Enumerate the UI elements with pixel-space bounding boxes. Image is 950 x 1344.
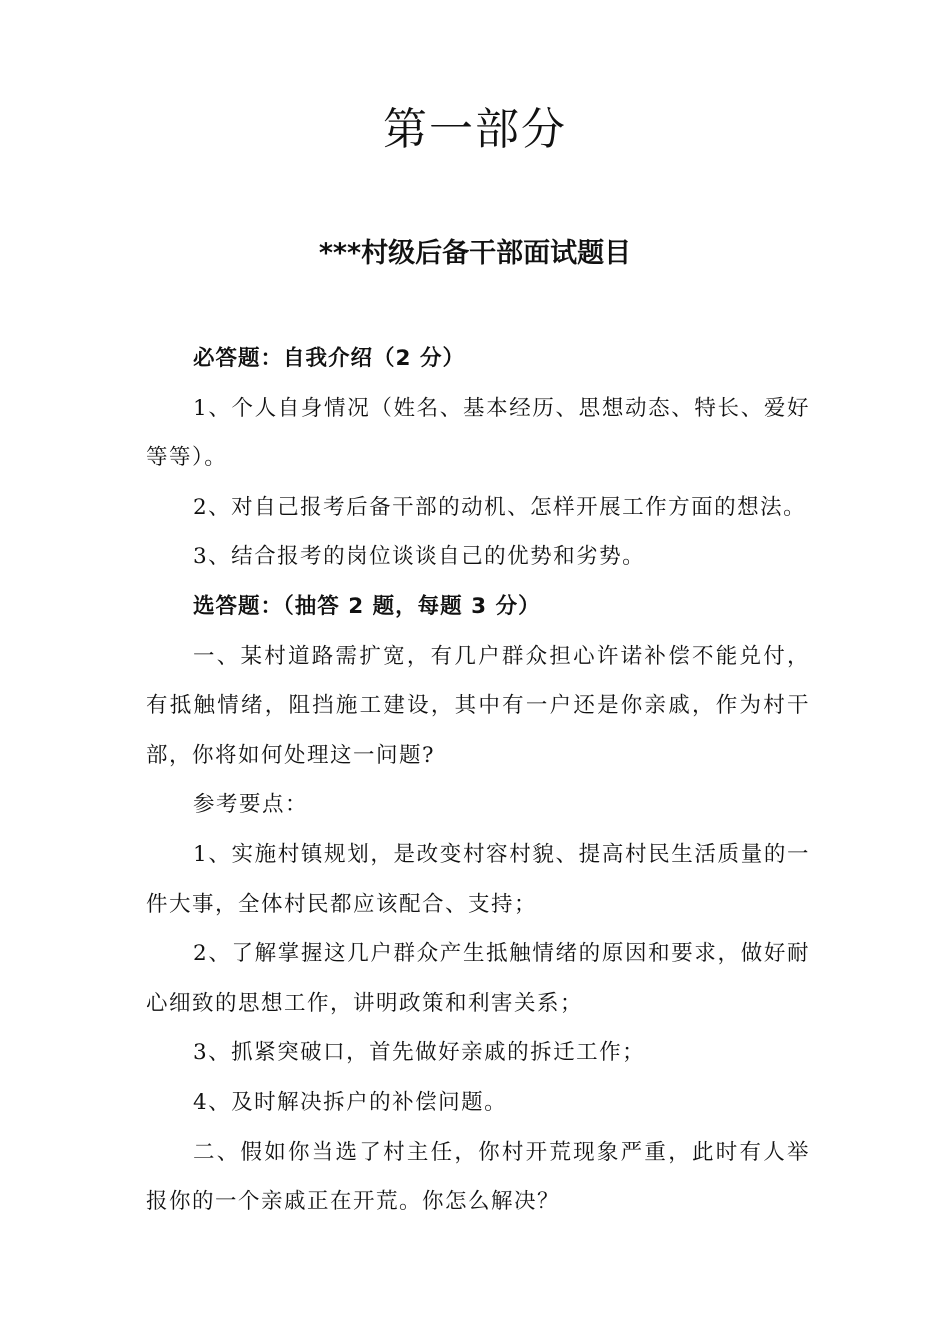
reference-point: 4、及时解决拆户的补偿问题。 xyxy=(193,1089,508,1115)
optional-questions-heading: 选答题：（抽答 2 题，每题 3 分） xyxy=(193,593,541,619)
document-body xyxy=(146,334,810,1227)
required-item: 3、结合报考的岗位谈谈自己的优势和劣势。 xyxy=(193,544,646,570)
required-item: 1、个人自身情况（姓名、基本经历、思想动态、特长、爱好等等）。 xyxy=(146,395,810,471)
document-title: ***村级后备干部面试题目 xyxy=(318,238,632,269)
reference-points-label: 参考要点： xyxy=(193,792,309,818)
question-1: 一、某村道路需扩宽，有几户群众担心许诺补偿不能兑付，有抵触情绪，阻挡施工建设，其中有一户还是你亲戚，作为村干部，你将如何处理这一问题? xyxy=(146,643,810,768)
part-title: 第一部分 xyxy=(383,104,567,155)
required-questions-heading: 必答题：自我介绍（2 分） xyxy=(193,346,465,371)
required-item: 2、对自己报考后备干部的动机、怎样开展工作方面的想法。 xyxy=(193,494,807,520)
reference-point: 2、了解掌握这几户群众产生抵触情绪的原因和要求，做好耐心细致的思想工作，讲明政策和利害关系； xyxy=(146,941,810,1016)
question-2: 二、假如你当选了村主任，你村开荒现象严重，此时有人举报你的一个亲戚正在开荒。你怎么解决？ xyxy=(146,1139,810,1215)
reference-point: 3、抓紧突破口，首先做好亲戚的拆迁工作； xyxy=(193,1040,646,1066)
reference-point: 1、实施村镇规划，是改变村容村貌、提高村民生活质量的一件大事，全体村民都应该配合、支持； xyxy=(146,841,810,917)
